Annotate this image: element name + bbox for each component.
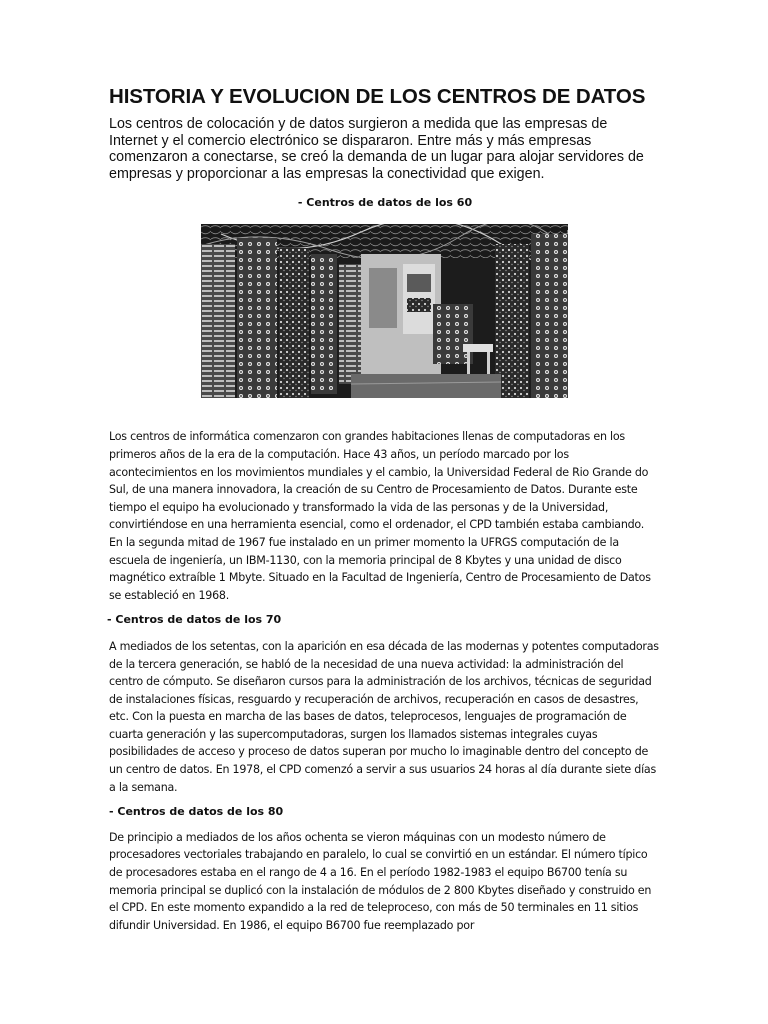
paragraph-70s: A mediados de los setentas, con la aparición en esa década de las modernas y potentes computadoras de la tercera generación, se habló de la necesidad de una nueva actividad: la administración del centro de cómputo. Se diseñaron cursos para la administración de los archivos, técnicas de seguridad de instalaciones físicas, resguardo y recuperación de archivos, recuperación en casos de desastres, etc. Con la puesta en marcha de las bases de datos, teleprocesos, lenguajes de programación de cuarta generación y las supercomputadoras, surgen los llamados sistemas integrales cuyas posibilidades de acceso y proceso de datos superan por mucho lo imaginable dentro del concepto de un centro de datos. En 1978, el CPD comenzó a servir a sus usuarios 24 horas al día durante siete días a la semana.	[109, 639, 659, 794]
data-center-photo	[201, 224, 568, 398]
section-heading-70s: - Centros de datos de los 70	[107, 613, 282, 627]
section-heading-80s: - Centros de datos de los 80	[109, 805, 284, 819]
paragraph-60s: Los centros de informática comenzaron con grandes habitaciones llenas de computadoras en los primeros años de la era de la computación. Hace 43 años, un período marcado por los acontecimientos en los movimientos mundiales y el cambio, la Universidad Federal de Rio Grande do Sul, de una manera innovadora, la creación de su Centro de Procesamiento de Datos. Durante este tiempo el equipo ha evolucionado y transformado la vida de las personas y de la Universidad, convirtiéndose en una herramienta esencial, como el ordenador, el CPD también estaba cambiando. En la segunda mitad de 1967 fue instalado en un primer momento la UFRGS computación de la escuela de ingeniería, un IBM-1130, con la memoria principal de 8 Kbytes y una unidad de disco magnético extraíble 1 Mbyte. Situado en la Facultad de Ingeniería, Centro de Procesamiento de Datos se estableció en 1968.	[109, 430, 651, 602]
page-title: HISTORIA Y EVOLUCION DE LOS CENTROS DE DATOS	[109, 85, 646, 108]
document-page	[109, 84, 659, 934]
intro-paragraph: Los centros de colocación y de datos surgieron a medida que las empresas de Internet y el comercio electrónico se dispararon. Entre más y más empresas comenzaron a conectarse, se creó la demanda de un lugar para alojar servidores de empresas y proporcionar a las empresas la conectividad que exigen.	[109, 116, 644, 182]
paragraph-80s: De principio a mediados de los años ochenta se vieron máquinas con un modesto número de procesadores vectoriales trabajando en paralelo, lo cual se convirtió en un estándar. El número típico de procesadores estaba en el rango de 4 a 16. En el período 1982-1983 el equipo B6700 tenía su memoria principal se duplicó con la instalación de módulos de 2 800 Kbytes diseñado y construido en el CPD. En este momento expandido a la red de teleproceso, con más de 50 terminales en 11 sitios difundir Universidad. En 1986, el equipo B6700 fue reemplazado por	[109, 830, 652, 932]
figure-caption: - Centros de datos de los 60	[297, 196, 473, 210]
